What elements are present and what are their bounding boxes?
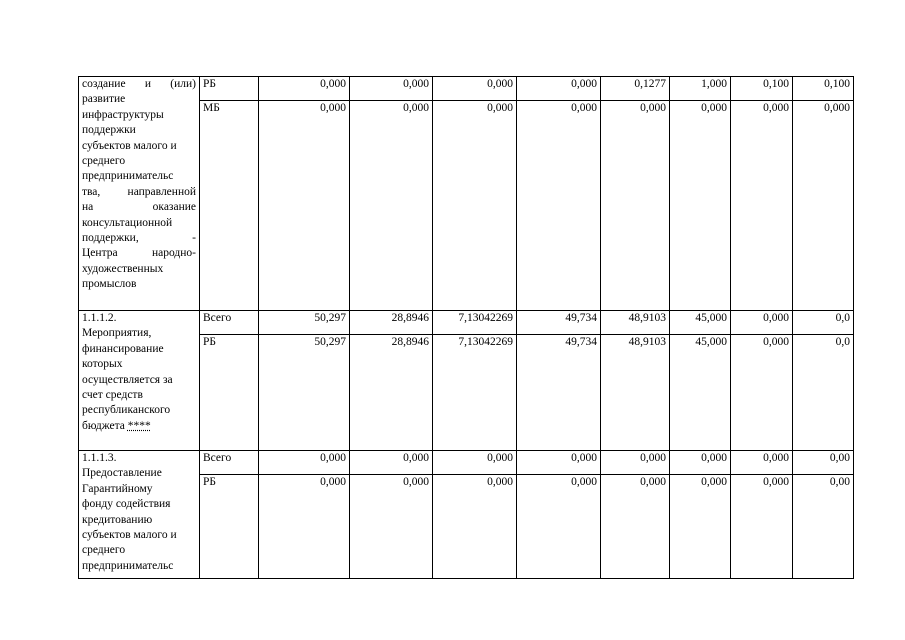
description-line: которых (82, 358, 123, 371)
description-line: субъектов малого и (82, 529, 177, 542)
amount-cell: 0,100 (793, 77, 854, 101)
amount-cell: 0,000 (433, 475, 517, 579)
amount-cell: 0,1277 (601, 77, 670, 101)
amount-cell: 0,000 (259, 451, 350, 475)
funding-source: Всего (200, 311, 259, 335)
description-line: на оказание (82, 201, 196, 214)
description-line: 1.1.1.2. (82, 312, 117, 324)
amount-cell: 0,000 (601, 101, 670, 311)
amount-cell: 0,000 (670, 101, 731, 311)
budget-table (78, 76, 854, 579)
description-line: кредитованию (82, 513, 153, 526)
description-line-text: бюджета (82, 419, 125, 432)
amount-cell: 0,000 (670, 475, 731, 579)
description-line: субъектов малого и (82, 139, 177, 152)
table-row (79, 77, 854, 101)
description-line: 1.1.1.3. (82, 452, 117, 464)
measure-description (79, 77, 200, 311)
amount-cell: 48,9103 (601, 311, 670, 335)
funding-source: РБ (200, 77, 259, 101)
amount-cell: 0,000 (259, 77, 350, 101)
amount-cell: 49,734 (517, 311, 601, 335)
amount-cell: 0,000 (433, 77, 517, 101)
description-line: Мероприятия, (82, 327, 152, 340)
amount-cell: 0,00 (793, 475, 854, 579)
amount-cell: 0,000 (731, 335, 793, 451)
amount-cell: 0,000 (517, 451, 601, 475)
funding-source: РБ (200, 475, 259, 579)
amount-cell: 48,9103 (601, 335, 670, 451)
description-line: Центра народно- (82, 247, 196, 260)
amount-cell: 0,000 (601, 475, 670, 579)
amount-cell: 0,000 (731, 101, 793, 311)
description-line: Гарантийному (82, 482, 153, 495)
description-line: инфраструктуры (82, 108, 164, 121)
amount-cell: 0,000 (601, 451, 670, 475)
description-line: счет средств (82, 389, 143, 402)
amount-cell: 0,0 (793, 311, 854, 335)
amount-cell: 45,000 (670, 311, 731, 335)
amount-cell: 49,734 (517, 335, 601, 451)
description-line (82, 419, 196, 434)
amount-cell: 0,000 (793, 101, 854, 311)
description-line: республиканского (82, 404, 171, 417)
amount-cell: 1,000 (670, 77, 731, 101)
amount-cell: 0,000 (731, 311, 793, 335)
funding-source: РБ (200, 335, 259, 451)
description-line: создание и (или) (82, 78, 196, 90)
amount-cell: 28,8946 (350, 335, 433, 451)
description-line: поддержки (82, 124, 136, 137)
amount-cell: 0,100 (731, 77, 793, 101)
amount-cell: 0,000 (433, 101, 517, 311)
amount-cell: 0,000 (517, 475, 601, 579)
amount-cell: 0,000 (670, 451, 731, 475)
amount-cell: 45,000 (670, 335, 731, 451)
description-line: тва, направленной (82, 185, 196, 198)
amount-cell: 28,8946 (350, 311, 433, 335)
description-line: среднего (82, 544, 126, 557)
description-line: предпринимательс (82, 559, 174, 572)
amount-cell: 50,297 (259, 311, 350, 335)
table-row (79, 311, 854, 335)
amount-cell: 0,0 (793, 335, 854, 451)
description-line: фонду содействия (82, 498, 171, 511)
description-line: предпринимательс (82, 170, 174, 183)
description-line: развитие (82, 93, 126, 106)
amount-cell: 0,00 (793, 451, 854, 475)
measure-description (79, 311, 200, 451)
amount-cell: 7,13042269 (433, 311, 517, 335)
amount-cell: 0,000 (731, 475, 793, 579)
amount-cell: 0,000 (350, 451, 433, 475)
amount-cell: 0,000 (350, 475, 433, 579)
footnote-marker: **** (127, 419, 151, 432)
measure-description (79, 451, 200, 579)
funding-source: Всего (200, 451, 259, 475)
budget-table-body (79, 77, 854, 579)
description-line: осуществляется за (82, 373, 173, 386)
amount-cell: 7,13042269 (433, 335, 517, 451)
amount-cell: 0,000 (731, 451, 793, 475)
description-line: промыслов (82, 278, 137, 291)
amount-cell: 0,000 (259, 101, 350, 311)
table-row (79, 451, 854, 475)
amount-cell: 0,000 (517, 101, 601, 311)
amount-cell: 0,000 (350, 77, 433, 101)
amount-cell: 0,000 (517, 77, 601, 101)
amount-cell: 0,000 (433, 451, 517, 475)
description-line: поддержки, - (82, 232, 196, 245)
description-line: среднего (82, 155, 126, 168)
description-line: финансирование (82, 342, 164, 355)
amount-cell: 0,000 (259, 475, 350, 579)
amount-cell: 50,297 (259, 335, 350, 451)
description-line: Предоставление (82, 467, 162, 480)
description-line: консультационной (82, 216, 173, 229)
amount-cell: 0,000 (350, 101, 433, 311)
description-line: художественных (82, 262, 164, 275)
funding-source: МБ (200, 101, 259, 311)
